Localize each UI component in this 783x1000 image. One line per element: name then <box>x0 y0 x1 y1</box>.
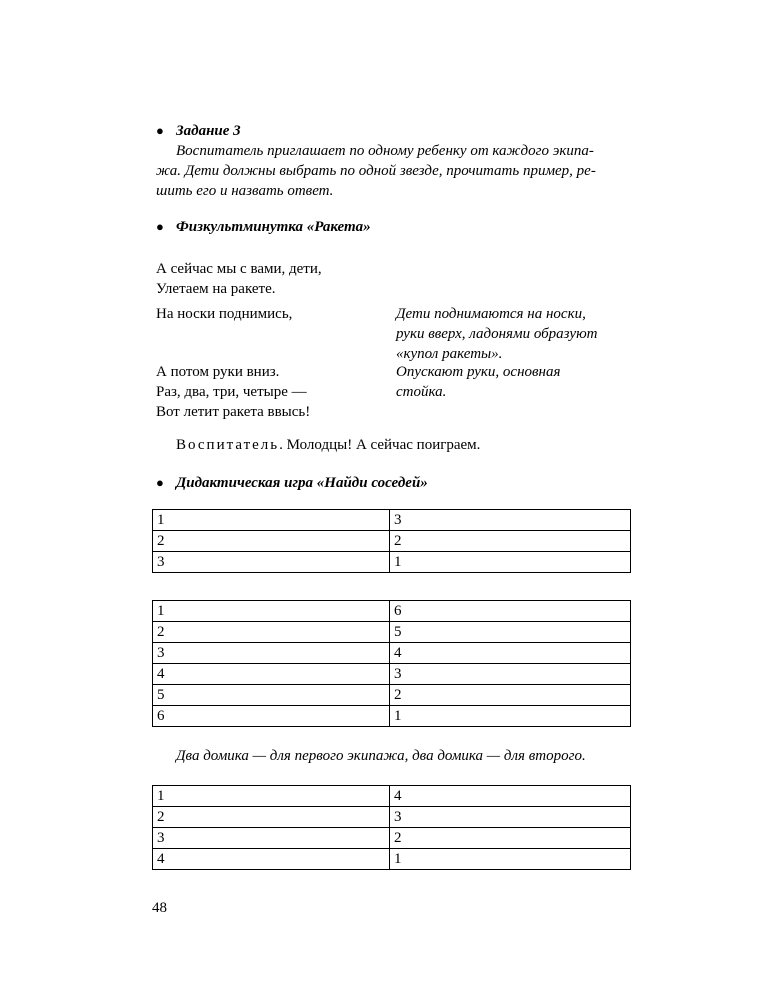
poem-line: Улетаем на ракете. <box>156 281 276 297</box>
task3-title: Задание 3 <box>176 123 241 139</box>
bullet-icon: ● <box>156 123 164 138</box>
neighbors-table-2 <box>152 600 631 727</box>
poem-line: На носки поднимись, <box>156 306 293 322</box>
table-row: 1 6 <box>153 601 631 622</box>
poem-line: А потом руки вниз. <box>156 364 280 380</box>
table-row: 1 4 <box>153 786 631 807</box>
table-row: 2 3 <box>153 807 631 828</box>
stage-note: «купол ракеты». <box>396 346 503 362</box>
houses-note: Два домика — для первого экипажа, два домика — для второго. <box>176 748 586 764</box>
table-row: 2 2 <box>153 531 631 552</box>
table-row: 5 2 <box>153 685 631 706</box>
stage-note: стойка. <box>396 384 447 400</box>
neighbors-table-1 <box>152 509 631 573</box>
task3-line1: Воспитатель приглашает по одному ребенку от каждого экипа- <box>176 143 594 159</box>
poem-line: Раз, два, три, четыре — <box>156 384 307 400</box>
poem-line: А сейчас мы с вами, дети, <box>156 261 322 277</box>
teacher-line <box>176 435 480 455</box>
table-row: 3 4 <box>153 643 631 664</box>
table-row: 2 5 <box>153 622 631 643</box>
stage-note: Дети поднимаются на носки, <box>396 306 586 322</box>
neighbors-table-3 <box>152 785 631 870</box>
table-row: 3 1 <box>153 552 631 573</box>
teacher-speech: . Молодцы! А сейчас поиграем. <box>279 437 481 453</box>
stage-note: руки вверх, ладонями образуют <box>396 326 598 342</box>
fizminutka-title: Физкультминутка «Ракета» <box>176 219 371 235</box>
table-row: 6 1 <box>153 706 631 727</box>
poem-line: Вот летит ракета ввысь! <box>156 404 311 420</box>
speaker-name: Воспитатель <box>176 437 280 453</box>
page-number: 48 <box>152 900 167 916</box>
table-row: 3 2 <box>153 828 631 849</box>
stage-note: Опускают руки, основная <box>396 364 561 380</box>
game-title: Дидактическая игра «Найди соседей» <box>176 475 428 491</box>
task3-line2: жа. Дети должны выбрать по одной звезде, прочитать пример, ре- <box>156 163 596 179</box>
table-row: 4 1 <box>153 849 631 870</box>
table-row: 1 3 <box>153 510 631 531</box>
bullet-icon: ● <box>156 475 164 490</box>
bullet-icon: ● <box>156 219 164 234</box>
task3-line3: шить его и назвать ответ. <box>156 183 334 199</box>
table-row: 4 3 <box>153 664 631 685</box>
